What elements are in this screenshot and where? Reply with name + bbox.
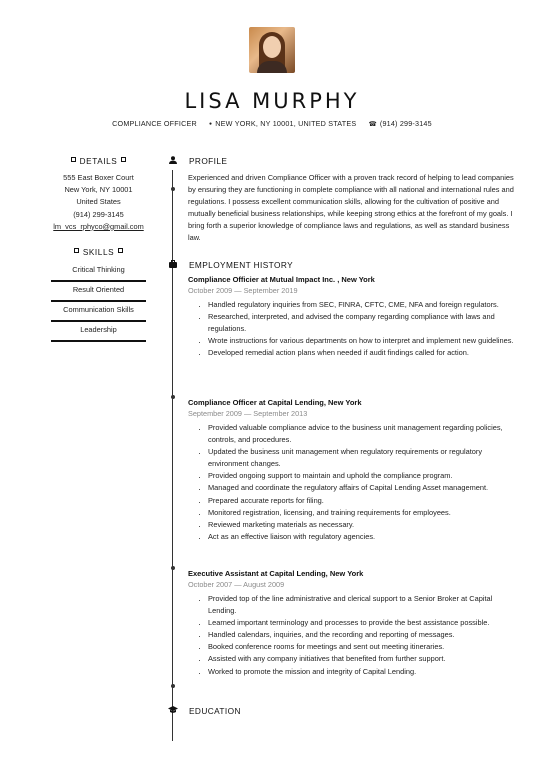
timeline-dot [171, 187, 175, 191]
job-bullet: • Booked conference rooms for meetings and sent out meeting itineraries. [208, 641, 514, 653]
skill-item: Communication Skills [51, 302, 146, 322]
timeline-dot [171, 566, 175, 570]
candidate-name: LISA MURPHY [184, 89, 360, 113]
job-entry [188, 568, 514, 678]
details-phone: (914) 299-3145 [73, 209, 124, 219]
graduation-cap-icon [168, 706, 178, 714]
city-line: New York, NY 10001 [64, 185, 133, 195]
profile-summary: Experienced and driven Compliance Officer with a proven track record of helping to lead companies by ensuring they are functioning in complete compliance with all national and international rules and regulations. I possess excellent communication skills, allowing for the cultivation of positive and mutually beneficial business relationships, while keeping strong ethics at the forefront of my goals. I bring forth a superior knowledge of compliance laws and regulations, as well as standard business law. [188, 173, 514, 243]
skills-list [51, 262, 146, 342]
job-dates: September 2009 — September 2013 [188, 409, 308, 418]
job-bullet: • Developed remedial action plans when needed if audit findings called for action. [208, 347, 514, 359]
square-icon [74, 248, 79, 253]
address-line: 555 East Boxer Court [63, 173, 134, 182]
job-bullet: • Worked to promote the mission and integrity of Capital Lending. [208, 666, 514, 678]
person-icon [169, 156, 177, 164]
job-bullet: • Updated the business unit management when regulatory requirements or regulatory environment changes. [208, 446, 514, 470]
job-title: Compliance Officier at Mutual Impact Inc. , New York [188, 275, 375, 284]
contact-line [0, 119, 544, 128]
job-bullet: • Handled calendars, inquiries, and the recording and reporting of messages. [208, 629, 514, 641]
location-text: ● NEW YORK, NY 10001, UNITED STATES [209, 119, 356, 128]
job-title: Compliance Officer at Capital Lending, New York [188, 398, 362, 407]
profile-photo [249, 27, 295, 73]
job-entry [188, 397, 514, 543]
square-icon [121, 157, 126, 162]
skill-item: Critical Thinking [51, 262, 146, 282]
email-link[interactable]: lm_vcs_rphyco@gmail.com [53, 221, 144, 231]
details-block [40, 172, 157, 233]
job-dates: October 2009 — September 2019 [188, 286, 298, 295]
job-dates: October 2007 — August 2009 [188, 580, 285, 589]
phone-text: ☎ (914) 299-3145 [369, 119, 432, 128]
country-line: United States [76, 197, 121, 207]
job-bullet: • Monitored registration, licensing, and training requirements for employees. [208, 507, 514, 519]
job-entry [188, 274, 514, 359]
timeline-dot [171, 684, 175, 688]
job-bullet: • Managed and coordinate the regulatory affairs of Capital Lending Asset management. [208, 482, 514, 494]
job-bullet: • Provided top of the line administrative and clerical support to a Senior Broker at Capital Lending. [208, 593, 514, 617]
job-bullets [188, 299, 514, 359]
job-title: COMPLIANCE OFFICER [112, 119, 197, 128]
job-bullet: • Provided valuable compliance advice to the business unit management regarding policies, controls, and procedures. [208, 422, 514, 446]
job-bullet: • Provided ongoing support to maintain and uphold the compliance program. [208, 470, 514, 482]
skill-item: Leadership [51, 322, 146, 342]
skills-heading: SKILLS [50, 248, 147, 257]
employment-heading: EMPLOYMENT HISTORY [189, 260, 294, 270]
job-bullets [188, 593, 514, 678]
job-bullet: • Handled regulatory inquiries from SEC, FINRA, CFTC, CME, NFA and foreign regulators. [208, 299, 514, 311]
job-bullet: • Learned important terminology and processes to provide the best assistance possible. [208, 617, 514, 629]
skill-item: Result Oriented [51, 282, 146, 302]
profile-heading: PROFILE [189, 156, 228, 166]
square-icon [71, 157, 76, 162]
job-bullet: • Prepared accurate reports for filing. [208, 495, 514, 507]
square-icon [118, 248, 123, 253]
briefcase-icon [169, 260, 177, 268]
job-bullet: • Act as an effective liaison with regulatory agencies. [208, 531, 514, 543]
job-title: Executive Assistant at Capital Lending, New York [188, 569, 364, 578]
timeline-line [172, 170, 173, 741]
job-bullet: • Reviewed marketing materials as necessary. [208, 519, 514, 531]
details-heading: DETAILS [50, 157, 147, 166]
education-heading: EDUCATION [189, 706, 241, 716]
job-bullet: • Researched, interpreted, and advised the company regarding compliance with laws and regulations. [208, 311, 514, 335]
timeline-dot [171, 395, 175, 399]
job-bullet: • Wrote instructions for various departments on how to interpret and implement new guidelines. [208, 335, 514, 347]
job-bullets [188, 422, 514, 543]
job-bullet: • Assisted with any company initiatives that benefited from further support. [208, 653, 514, 665]
